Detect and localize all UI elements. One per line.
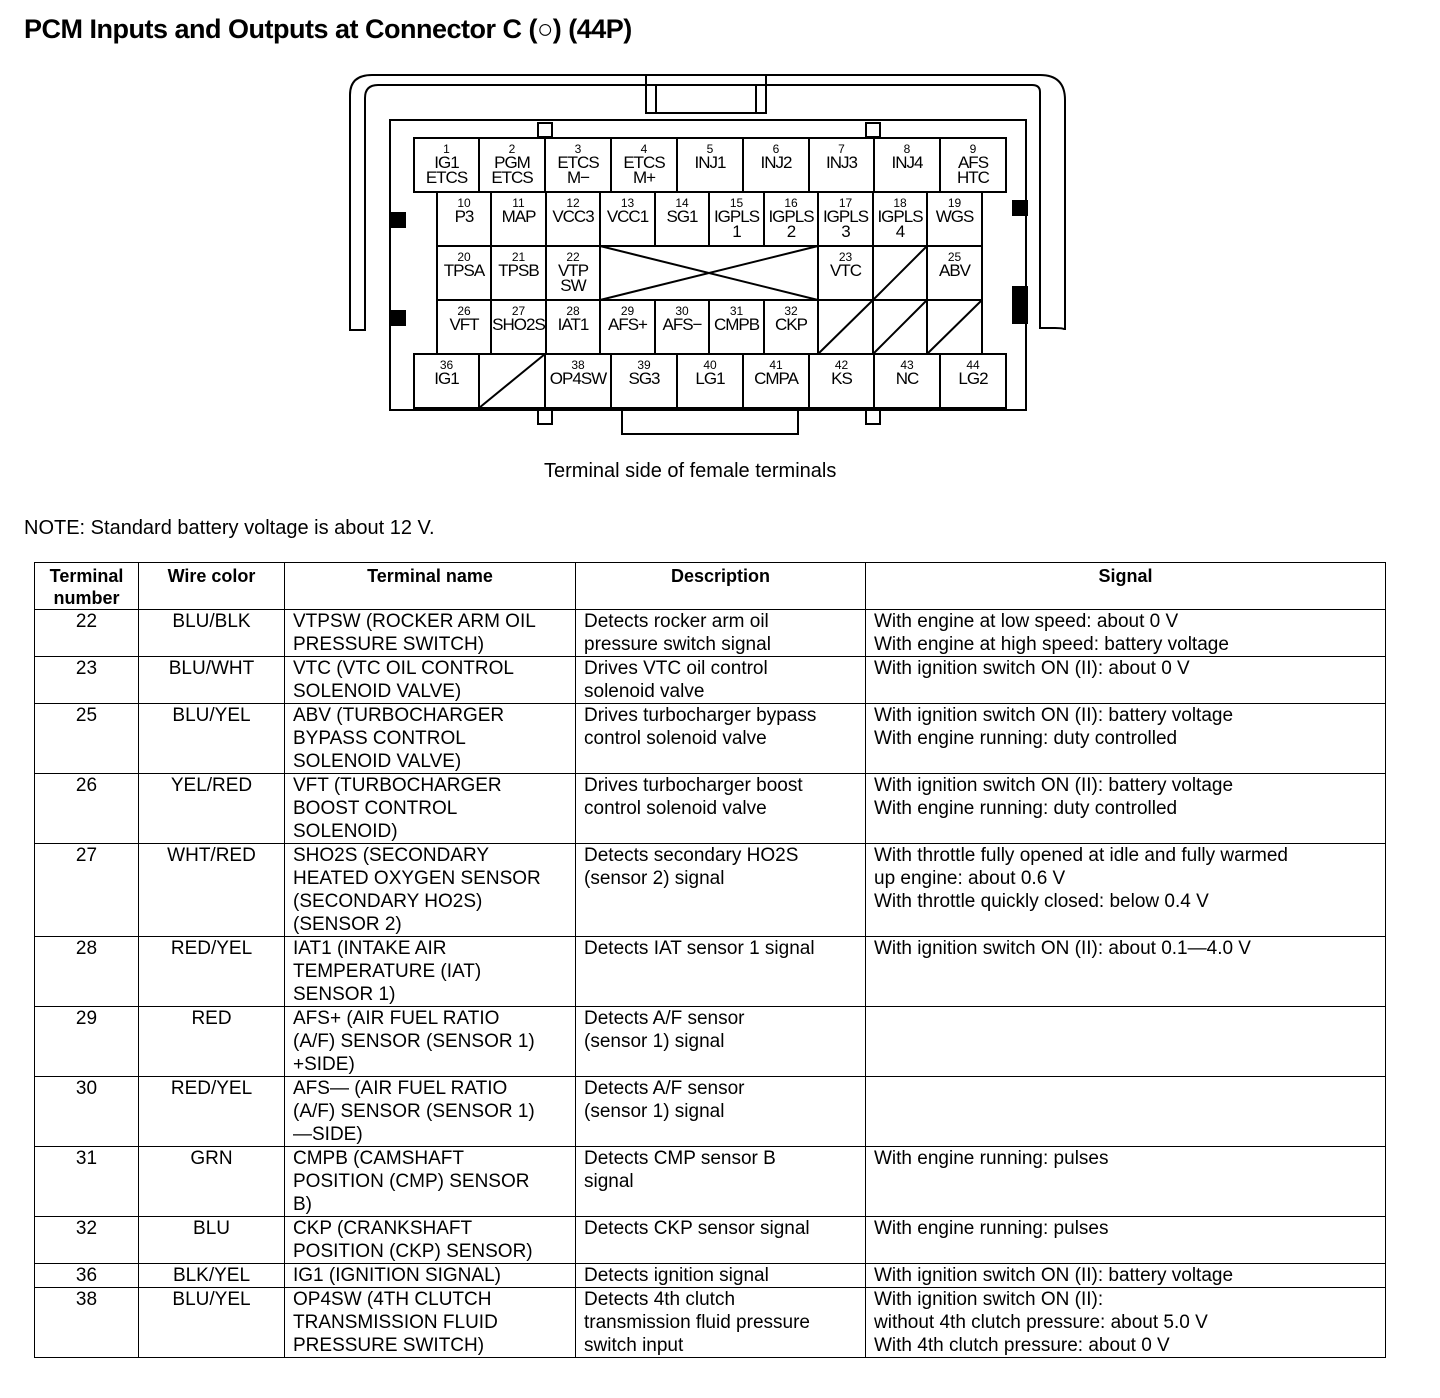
terminal-number-cell: 27 [35, 844, 139, 937]
terminal-13 [600, 197, 655, 224]
wire-color-cell: RED/YEL [139, 1077, 285, 1147]
terminal-number: 32 [784, 304, 798, 318]
page-title: PCM Inputs and Outputs at Connector C (○) (44P) [24, 14, 632, 44]
description-cell: Detects CKP sensor signal [576, 1217, 866, 1264]
terminal-6 [743, 143, 809, 170]
terminal-7 [809, 143, 874, 170]
terminal-number: 20 [457, 250, 471, 264]
table-row [35, 1264, 1386, 1288]
terminal-label: IG1 [434, 369, 459, 388]
terminal-table [34, 562, 1386, 1358]
terminal-number: 14 [675, 196, 689, 210]
terminal-9 [940, 143, 1006, 185]
description-cell: Detects rocker arm oil pressure switch signal [576, 610, 866, 657]
terminal-number: 26 [457, 304, 471, 318]
terminal-label: ETCS M+ [623, 153, 665, 187]
terminal-number: 8 [903, 142, 911, 156]
terminal-30 [655, 305, 709, 332]
table-row [35, 610, 1386, 657]
terminal-10 [437, 197, 491, 224]
terminal-name-cell: CMPB (CAMSHAFT POSITION (CMP) SENSOR B) [285, 1147, 576, 1217]
description-cell: Drives VTC oil control solenoid valve [576, 657, 866, 704]
terminal-42 [809, 359, 874, 386]
terminal-number-cell: 31 [35, 1147, 139, 1217]
terminal-name-cell: IAT1 (INTAKE AIR TEMPERATURE (IAT) SENSOR 1) [285, 937, 576, 1007]
terminal-25 [927, 251, 982, 278]
terminal-name-cell: CKP (CRANKSHAFT POSITION (CKP) SENSOR) [285, 1217, 576, 1264]
terminal-3 [545, 143, 611, 185]
table-row [35, 844, 1386, 937]
terminal-11 [491, 197, 546, 224]
terminal-17 [818, 197, 873, 239]
terminal-label: INJ2 [760, 153, 792, 172]
terminal-26 [437, 305, 491, 332]
terminal-number: 44 [966, 358, 980, 372]
terminal-label: LG2 [958, 369, 988, 388]
connector-caption: Terminal side of female terminals [544, 460, 837, 482]
terminal-label: IGPLS 2 [768, 207, 814, 241]
terminal-number: 41 [769, 358, 783, 372]
table-row [35, 704, 1386, 774]
terminal-number-cell: 36 [35, 1264, 139, 1288]
terminal-label: VTC [830, 261, 861, 280]
terminal-number: 1 [443, 142, 450, 156]
terminal-number-cell: 32 [35, 1217, 139, 1264]
description-cell: Detects secondary HO2S (sensor 2) signal [576, 844, 866, 937]
table-row [35, 937, 1386, 1007]
signal-cell: With ignition switch ON (II): about 0 V [866, 657, 1386, 704]
terminal-16 [764, 197, 818, 239]
terminal-number-cell: 28 [35, 937, 139, 1007]
terminal-number: 40 [703, 358, 717, 372]
terminal-number: 11 [512, 196, 525, 210]
terminal-name-cell: AFS— (AIR FUEL RATIO (A/F) SENSOR (SENSOR 1) —SIDE) [285, 1077, 576, 1147]
terminal-number-cell: 30 [35, 1077, 139, 1147]
table-row [35, 657, 1386, 704]
terminal-name-cell: OP4SW (4TH CLUTCH TRANSMISSION FLUID PRESSURE SWITCH) [285, 1288, 576, 1358]
terminal-number: 18 [893, 196, 907, 210]
signal-cell: With engine running: pulses [866, 1147, 1386, 1217]
column-header: Signal [866, 563, 1386, 610]
table-row [35, 1147, 1386, 1217]
terminal-label: TPSA [443, 261, 485, 280]
terminal-name-cell: VTC (VTC OIL CONTROL SOLENOID VALVE) [285, 657, 576, 704]
terminal-number: 6 [772, 142, 780, 156]
terminal-41 [743, 359, 809, 386]
terminal-2 [479, 143, 545, 185]
description-cell: Drives turbocharger bypass control solenoid valve [576, 704, 866, 774]
terminal-number: 38 [571, 358, 585, 372]
terminal-28 [546, 305, 600, 332]
terminal-8 [874, 143, 940, 170]
column-header: Terminal name [285, 563, 576, 610]
table-header-row [35, 563, 1386, 610]
wire-color-cell: BLU/YEL [139, 1288, 285, 1358]
terminal-label: VFT [449, 315, 479, 334]
terminal-name-cell: ABV (TURBOCHARGER BYPASS CONTROL SOLENOID VALVE) [285, 704, 576, 774]
terminal-label: INJ4 [891, 153, 923, 172]
terminal-15 [709, 197, 764, 239]
battery-note: NOTE: Standard battery voltage is about 12 V. [24, 517, 435, 539]
terminal-label: ETCS M− [557, 153, 599, 187]
description-cell: Detects CMP sensor B signal [576, 1147, 866, 1217]
wire-color-cell: WHT/RED [139, 844, 285, 937]
terminal-label: MAP [501, 207, 536, 226]
wire-color-cell: BLU [139, 1217, 285, 1264]
table-row [35, 1007, 1386, 1077]
terminal-number: 15 [729, 196, 744, 210]
description-cell: Detects A/F sensor (sensor 1) signal [576, 1077, 866, 1147]
terminal-number: 5 [706, 142, 714, 156]
terminal-number: 25 [947, 250, 962, 264]
terminal-label: OP4SW [549, 369, 607, 388]
terminal-number: 42 [834, 358, 849, 372]
wire-color-cell: BLK/YEL [139, 1264, 285, 1288]
terminal-29 [600, 305, 655, 332]
table-row [35, 1288, 1386, 1358]
terminal-label: IG1 ETCS [425, 153, 468, 187]
terminal-label: CKP [775, 315, 807, 334]
signal-cell [866, 1007, 1386, 1077]
description-cell: Detects IAT sensor 1 signal [576, 937, 866, 1007]
terminal-40 [677, 359, 743, 386]
wire-color-cell: BLU/YEL [139, 704, 285, 774]
terminal-5 [677, 143, 743, 170]
connector-diagram [0, 0, 1440, 500]
wire-color-cell: BLU/WHT [139, 657, 285, 704]
terminal-21 [491, 251, 546, 278]
terminal-label: NC [895, 369, 919, 388]
terminal-label: TPSB [498, 261, 539, 280]
terminal-number: 13 [620, 196, 635, 210]
terminal-name-cell: VFT (TURBOCHARGER BOOST CONTROL SOLENOID) [285, 774, 576, 844]
terminal-number: 7 [838, 142, 845, 156]
terminal-label: VCC1 [606, 207, 649, 226]
terminal-number-cell: 22 [35, 610, 139, 657]
terminal-14 [655, 197, 709, 224]
terminal-label: LG1 [695, 369, 725, 388]
terminal-20 [437, 251, 491, 278]
terminal-43 [874, 359, 940, 386]
terminal-number-cell: 25 [35, 704, 139, 774]
column-header: Wire color [139, 563, 285, 610]
column-header: Terminal number [35, 563, 139, 610]
column-header: Description [576, 563, 866, 610]
terminal-number-cell: 29 [35, 1007, 139, 1077]
terminal-4 [611, 143, 677, 185]
terminal-12 [546, 197, 600, 224]
signal-cell: With ignition switch ON (II): without 4th clutch pressure: about 5.0 V With 4th clutch pressure: about 0 V [866, 1288, 1386, 1358]
terminal-number: 12 [566, 196, 580, 210]
terminal-label: INJ3 [826, 153, 857, 172]
terminal-label: SG3 [628, 369, 660, 388]
terminal-name-cell: SHO2S (SECONDARY HEATED OXYGEN SENSOR (SECONDARY HO2S) (SENSOR 2) [285, 844, 576, 937]
terminal-name-cell: AFS+ (AIR FUEL RATIO (A/F) SENSOR (SENSOR 1) +SIDE) [285, 1007, 576, 1077]
terminal-label: INJ1 [694, 153, 726, 172]
terminal-23 [818, 251, 873, 278]
terminal-name-cell: IG1 (IGNITION SIGNAL) [285, 1264, 576, 1288]
terminal-19 [927, 197, 982, 224]
terminal-number: 2 [508, 142, 516, 156]
terminal-number: 4 [640, 142, 648, 156]
signal-cell: With engine at low speed: about 0 V With engine at high speed: battery voltage [866, 610, 1386, 657]
signal-cell: With ignition switch ON (II): about 0.1—4.0 V [866, 937, 1386, 1007]
terminal-44 [940, 359, 1006, 386]
terminal-31 [709, 305, 764, 332]
terminal-label: SG1 [666, 207, 698, 226]
signal-cell: With ignition switch ON (II): battery voltage With engine running: duty controlled [866, 774, 1386, 844]
terminal-label: ABV [938, 261, 971, 280]
terminal-number-cell: 23 [35, 657, 139, 704]
terminal-number-cell: 38 [35, 1288, 139, 1358]
terminal-number: 31 [729, 304, 744, 318]
signal-cell [866, 1077, 1386, 1147]
terminal-18 [873, 197, 927, 239]
terminal-1 [414, 143, 479, 185]
terminal-number: 27 [511, 304, 526, 318]
terminal-label: CMPB [713, 315, 760, 334]
description-cell: Detects A/F sensor (sensor 1) signal [576, 1007, 866, 1077]
table-row [35, 774, 1386, 844]
terminal-number: 3 [574, 142, 582, 156]
wire-color-cell: GRN [139, 1147, 285, 1217]
terminal-label: IAT1 [557, 315, 589, 334]
terminal-label: AFS+ [608, 315, 647, 334]
terminal-number: 16 [784, 196, 798, 210]
table-row [35, 1217, 1386, 1264]
terminal-label: IGPLS 3 [822, 207, 869, 241]
description-cell: Drives turbocharger boost control solenoid valve [576, 774, 866, 844]
signal-cell: With ignition switch ON (II): battery voltage [866, 1264, 1386, 1288]
terminal-32 [764, 305, 818, 332]
terminal-number: 22 [566, 250, 580, 264]
terminal-label: PGM ETCS [491, 153, 533, 187]
terminal-38 [545, 359, 611, 386]
terminal-label: VTP SW [557, 261, 589, 295]
terminal-number: 43 [900, 358, 914, 372]
terminal-label: IGPLS 1 [713, 207, 760, 241]
terminal-label: AFS HTC [957, 153, 989, 187]
terminal-22 [546, 251, 600, 293]
signal-cell: With engine running: pulses [866, 1217, 1386, 1264]
terminal-number: 9 [969, 142, 977, 156]
terminal-39 [611, 359, 677, 386]
wire-color-cell: BLU/BLK [139, 610, 285, 657]
terminal-label: KS [831, 369, 852, 388]
description-cell: Detects ignition signal [576, 1264, 866, 1288]
terminal-number: 19 [947, 196, 962, 210]
terminal-number: 28 [566, 304, 580, 318]
terminal-label: P3 [454, 207, 474, 226]
terminal-label: AFS− [662, 315, 702, 334]
wire-color-cell: YEL/RED [139, 774, 285, 844]
terminal-number: 29 [620, 304, 635, 318]
terminal-number: 30 [675, 304, 689, 318]
terminal-36 [414, 359, 479, 386]
signal-cell: With throttle fully opened at idle and fully warmed up engine: about 0.6 V With throttle quickly closed: below 0.4 V [866, 844, 1386, 937]
table-row [35, 1077, 1386, 1147]
terminal-number: 10 [457, 196, 471, 210]
wire-color-cell: RED [139, 1007, 285, 1077]
terminal-number: 23 [838, 250, 853, 264]
terminal-number: 17 [838, 196, 853, 210]
wire-color-cell: RED/YEL [139, 937, 285, 1007]
terminal-number: 39 [637, 358, 651, 372]
signal-cell: With ignition switch ON (II): battery voltage With engine running: duty controlled [866, 704, 1386, 774]
terminal-label: WGS [935, 207, 974, 226]
terminal-number: 21 [511, 250, 526, 264]
terminal-label: IGPLS 4 [877, 207, 923, 241]
terminal-27 [491, 305, 546, 332]
terminal-name-cell: VTPSW (ROCKER ARM OIL PRESSURE SWITCH) [285, 610, 576, 657]
terminal-label: VCC3 [552, 207, 594, 226]
description-cell: Detects 4th clutch transmission fluid pressure switch input [576, 1288, 866, 1358]
terminal-number: 36 [439, 358, 454, 372]
terminal-number-cell: 26 [35, 774, 139, 844]
terminal-label: CMPA [754, 369, 798, 388]
terminal-label: SHO2S [492, 315, 545, 334]
